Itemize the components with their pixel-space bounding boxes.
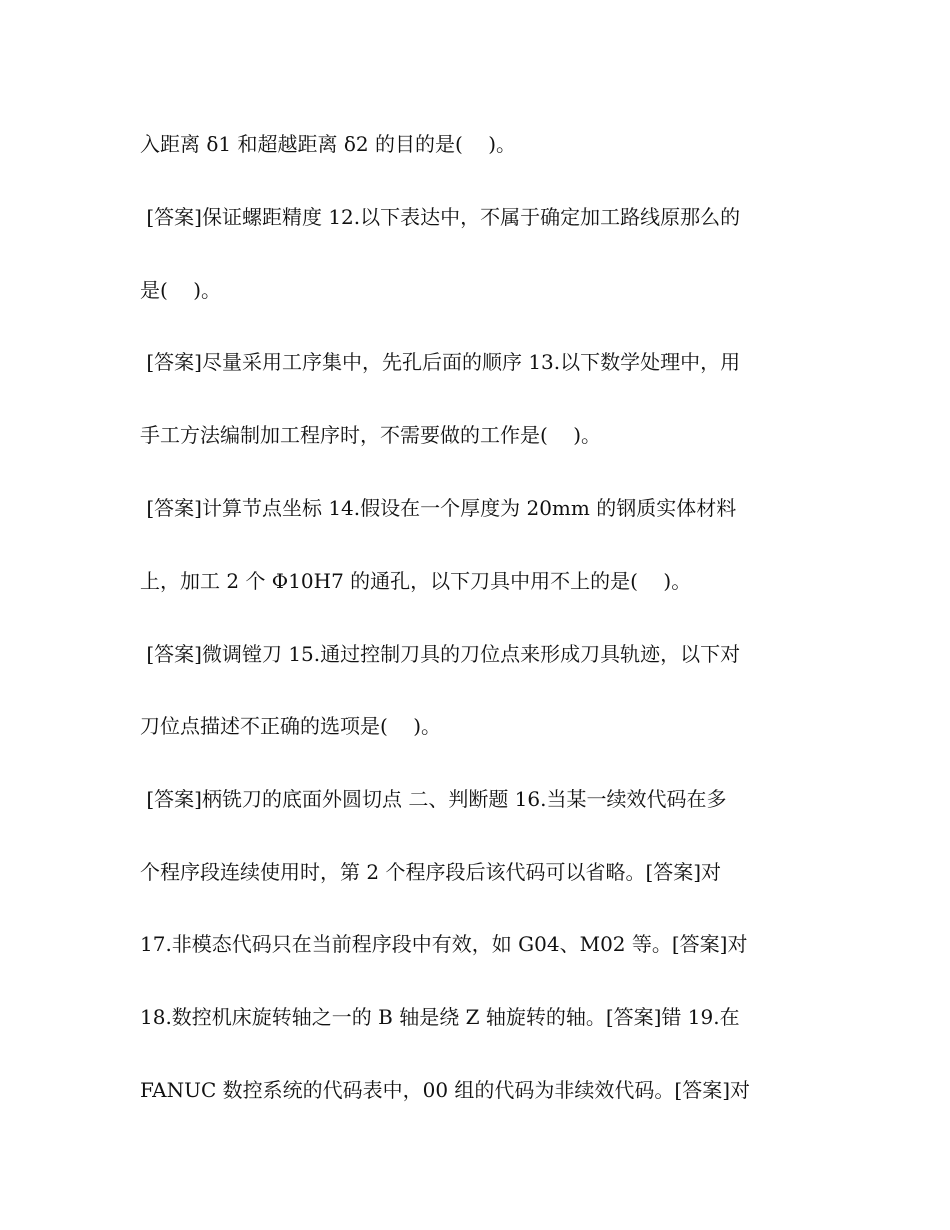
text-line: [答案]尽量采用工序集中，先孔后面的顺序 13.以下数学处理中，用 [140,350,741,374]
text-line: [答案]柄铣刀的底面外圆切点 二、判断题 16.当某一续效代码在多 [140,787,727,811]
text-line: [答案]计算节点坐标 14.假设在一个厚度为 20mm 的钢质实体材料 [140,496,737,520]
text-line: 入距离 δ1 和超越距离 δ2 的目的是( )。 [140,132,516,156]
text-line: 上，加工 2 个 Φ10H7 的通孔，以下刀具中用不上的是( )。 [140,569,692,593]
text-line: FANUC 数控系统的代码表中，00 组的代码为非续效代码。[答案]对 [140,1078,751,1102]
text-line: 手工方法编制加工程序时，不需要做的工作是( )。 [140,423,602,447]
text-line: 是( )。 [140,278,222,302]
text-line: 个程序段连续使用时，第 2 个程序段后该代码可以省略。[答案]对 [140,860,722,884]
text-line: [答案]保证螺距精度 12.以下表达中，不属于确定加工路线原那么的 [140,205,741,229]
text-line: [答案]微调镗刀 15.通过控制刀具的刀位点来形成刀具轨迹，以下对 [140,642,741,666]
text-line: 17.非模态代码只在当前程序段中有效，如 G04、M02 等。[答案]对 [140,932,748,956]
text-line: 18.数控机床旋转轴之一的 B 轴是绕 Z 轴旋转的轴。[答案]错 19.在 [140,1005,740,1029]
text-line: 刀位点描述不正确的选项是( )。 [140,714,442,738]
